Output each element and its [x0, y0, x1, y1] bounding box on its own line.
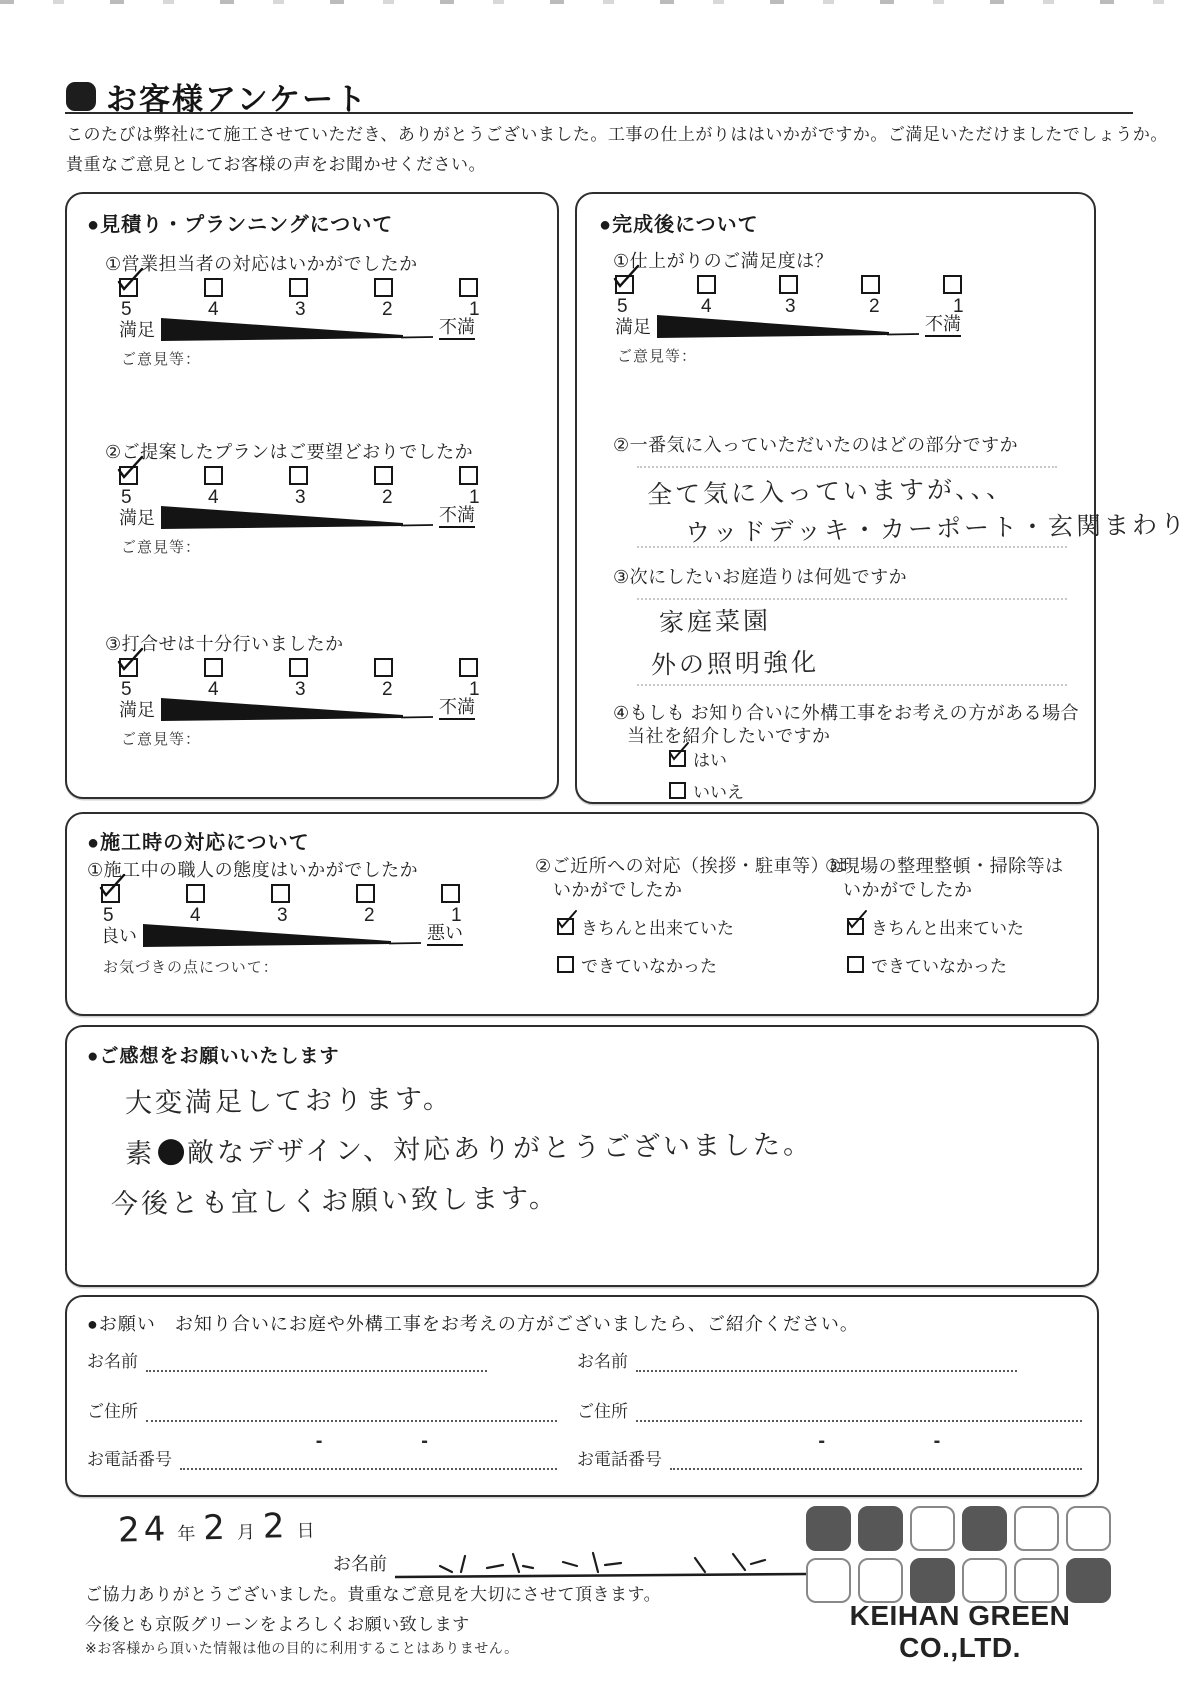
phone-dash: -	[421, 1430, 428, 1452]
question-label: ③現場の整理整頓・掃除等は	[825, 856, 1064, 876]
rating-checkbox-5-checked[interactable]	[119, 658, 138, 677]
scale-right-label: 不満	[439, 318, 475, 340]
comment-label[interactable]: ご意見等：	[121, 351, 202, 368]
completion-box	[575, 192, 1189, 804]
option-label: いいえ	[693, 783, 744, 802]
phone-field-label: お電話番号	[577, 1450, 662, 1469]
intro-line-2: 貴重なご意見としてお客様の声をお聞かせください。	[66, 155, 486, 174]
referral-phone-row	[87, 1430, 557, 1470]
rating-checkbox-2[interactable]	[356, 884, 375, 903]
address-field-label: ご住所	[87, 1402, 138, 1421]
rating-number: 3	[785, 296, 796, 317]
rating-checkbox-2[interactable]	[374, 466, 393, 485]
option-checkbox-checked[interactable]	[557, 918, 574, 935]
rating-number: 4	[208, 679, 219, 700]
feedback-box-title: ●ご感想をお願いいたします	[87, 1046, 340, 1067]
logo-square	[806, 1558, 851, 1603]
rating-number: 4	[208, 299, 219, 320]
construction-box-title: ●施工時の対応について	[87, 832, 310, 854]
question-label: ①施工中の職人の態度はいかがでしたか	[87, 860, 419, 880]
logo-square	[1014, 1506, 1059, 1551]
rating-checkbox-3[interactable]	[271, 884, 290, 903]
satisfaction-wedge	[161, 696, 433, 722]
logo-square	[1066, 1506, 1111, 1551]
comment-label[interactable]: ご意見等：	[617, 348, 698, 365]
footer-thanks-2: 今後とも京阪グリーンをよろしくお願い致します	[85, 1615, 470, 1634]
comment-label[interactable]: お気づきの点について：	[103, 959, 279, 976]
scale-left-label: 良い	[101, 926, 137, 946]
handwritten-answer: ウッドデッキ・カーポート・玄関まわり	[684, 509, 1189, 548]
scale-right-label: 不満	[439, 698, 475, 720]
rating-number: 5	[617, 296, 628, 317]
logo-square	[806, 1506, 851, 1551]
signature-name-label: お名前	[333, 1554, 387, 1574]
logo-square	[910, 1558, 955, 1603]
referral-address-row	[87, 1397, 557, 1422]
redaction-mark	[158, 1139, 184, 1165]
rating-checkbox-1[interactable]	[459, 466, 478, 485]
rating-number: 1	[953, 296, 964, 317]
planning-box	[65, 192, 559, 799]
rating-checkbox-2[interactable]	[374, 658, 393, 677]
rating-checkbox-4[interactable]	[204, 278, 223, 297]
question-label: ②ご提案したプランはご要望どおりでしたか	[105, 442, 474, 462]
title-square-icon	[66, 82, 96, 111]
rating-number: 5	[121, 487, 132, 508]
footer-privacy-note: ※お客様から頂いた情報は他の目的に利用することはありません。	[85, 1640, 519, 1656]
logo-square	[858, 1506, 903, 1551]
question-label: いかがでしたか	[553, 880, 683, 900]
rating-checkbox-4[interactable]	[204, 466, 223, 485]
question-label: ④もしも お知り合いに外構工事をお考えの方がある場合	[613, 703, 1080, 723]
name-field-line[interactable]	[636, 1348, 1017, 1372]
feedback-text: 素	[124, 1138, 156, 1170]
comment-label[interactable]: ご意見等：	[121, 539, 202, 556]
satisfaction-wedge	[161, 316, 433, 342]
rating-number: 4	[701, 296, 712, 317]
company-name: KEIHAN GREEN CO.,LTD.	[849, 1600, 1071, 1663]
name-field-line[interactable]	[146, 1348, 487, 1372]
rating-number: 2	[869, 296, 880, 317]
date-month-suffix: 月	[236, 1521, 256, 1543]
page-title: お客様アンケート	[106, 82, 369, 117]
question-label: ②ご近所への対応（挨拶・駐車等）は	[535, 856, 848, 876]
rating-checkbox-1[interactable]	[943, 275, 962, 294]
rating-number: 2	[382, 299, 393, 320]
option-done-properly[interactable]	[557, 914, 734, 939]
phone-field-label: お電話番号	[87, 1450, 172, 1469]
intro-line-1: このたびは弊社にて施工させていただき、ありがとうございました。工事の仕上がりははいかがですか。ご満足いただけましたでしょうか。	[66, 125, 1168, 144]
handwritten-feedback-line: 大変満足しております。	[124, 1083, 454, 1120]
option-yes[interactable]	[669, 746, 727, 771]
scale-left-label: 満足	[119, 320, 155, 340]
handwritten-feedback-line	[125, 1122, 813, 1171]
handwritten-answer: 外の照明強化	[650, 647, 820, 680]
question-label: ③打合せは十分行いましたか	[105, 634, 344, 654]
rating-number: 5	[121, 679, 132, 700]
option-checkbox[interactable]	[847, 956, 864, 973]
option-label: きちんと出来ていた	[581, 919, 734, 938]
referral-address-row	[577, 1397, 1082, 1422]
phone-field-line[interactable]	[670, 1430, 1082, 1470]
name-field-label: お名前	[577, 1352, 628, 1371]
answer-rule[interactable]	[637, 598, 1067, 600]
referral-box	[65, 1295, 1099, 1497]
rating-checkbox-5-checked[interactable]	[615, 275, 634, 294]
rating-number: 3	[295, 487, 306, 508]
rating-checkbox-1[interactable]	[459, 658, 478, 677]
scale-left-label: 満足	[615, 317, 651, 337]
phone-dash: -	[933, 1430, 941, 1452]
phone-dash: -	[818, 1430, 825, 1452]
option-checkbox-checked[interactable]	[847, 918, 864, 935]
handwritten-answer: 家庭菜園	[658, 606, 772, 637]
rating-number: 3	[277, 905, 288, 926]
rating-number: 2	[382, 679, 393, 700]
completion-box-title: ●完成後について	[599, 214, 759, 236]
option-label: きちんと出来ていた	[871, 919, 1024, 938]
question-label: 当社を紹介したいですか	[627, 726, 831, 746]
rating-checkbox-5-checked[interactable]	[119, 466, 138, 485]
rating-number: 3	[295, 679, 306, 700]
logo-square	[1066, 1558, 1111, 1603]
satisfaction-wedge	[161, 504, 433, 530]
name-field-label: お名前	[87, 1352, 138, 1371]
option-no[interactable]	[669, 778, 744, 803]
rating-number: 4	[190, 905, 201, 926]
option-label: はい	[693, 751, 727, 770]
satisfaction-wedge	[143, 922, 421, 948]
referral-name-row	[87, 1347, 487, 1372]
question-label: ②一番気に入っていただいたのはどの部分ですか	[613, 435, 1019, 455]
logo-square	[1014, 1558, 1059, 1603]
yes-checkbox-checked[interactable]	[669, 750, 686, 767]
logo-square	[910, 1506, 955, 1551]
scale-right-label: 悪い	[427, 924, 463, 946]
satisfaction-wedge	[657, 313, 919, 339]
answer-rule[interactable]	[637, 684, 1067, 686]
referral-phone-row	[577, 1430, 1082, 1470]
rating-number: 2	[364, 905, 375, 926]
option-not-done[interactable]	[557, 952, 717, 977]
rating-checkbox-2[interactable]	[861, 275, 880, 294]
feedback-box	[65, 1025, 1099, 1287]
phone-field-line[interactable]	[180, 1430, 557, 1470]
rating-number: 3	[295, 299, 306, 320]
scale-left-label: 満足	[119, 700, 155, 720]
rating-checkbox-1[interactable]	[459, 278, 478, 297]
rating-number: 2	[382, 487, 393, 508]
date-year-suffix: 年	[177, 1523, 196, 1545]
logo-square	[962, 1506, 1007, 1551]
date-day-suffix: 日	[296, 1520, 315, 1541]
scale-left-label: 満足	[119, 508, 155, 528]
date-year: 24	[117, 1509, 170, 1551]
signature-scribble[interactable]	[395, 1550, 807, 1582]
handwritten-answer: 全て気に入っていますが、、、	[646, 473, 1015, 510]
question-label: いかがでしたか	[843, 880, 973, 900]
option-label: できていなかった	[871, 957, 1007, 976]
logo-square	[962, 1558, 1007, 1603]
option-label: できていなかった	[581, 957, 717, 976]
question-label: ①仕上がりのご満足度は？	[613, 251, 834, 271]
rating-checkbox-1[interactable]	[441, 884, 460, 903]
rating-checkbox-4[interactable]	[697, 275, 716, 294]
keihan-green-logo	[806, 1506, 1111, 1603]
question-label: ③次にしたいお庭造りは何処ですか	[613, 567, 908, 587]
title-underline	[65, 112, 1133, 114]
rating-number: 1	[469, 299, 480, 320]
rating-number: 1	[469, 487, 480, 508]
footer-thanks-1: ご協力ありがとうございました。貴重なご意見を大切にさせて頂きます。	[85, 1585, 662, 1604]
option-done-properly[interactable]	[847, 914, 1024, 939]
handwritten-feedback-line: 今後とも宜しくお願い致します。	[110, 1182, 560, 1221]
rating-number: 1	[451, 905, 462, 926]
scan-noise	[0, 0, 1200, 4]
rating-checkbox-2[interactable]	[374, 278, 393, 297]
logo-square	[858, 1558, 903, 1603]
rating-checkbox-5-checked[interactable]	[101, 884, 120, 903]
scale-right-label: 不満	[439, 506, 475, 528]
rating-number: 5	[121, 299, 132, 320]
handwritten-date	[118, 1505, 316, 1550]
rating-checkbox-3[interactable]	[289, 278, 308, 297]
date-month: 2	[202, 1507, 230, 1549]
rating-number: 1	[469, 679, 480, 700]
rating-number: 4	[208, 487, 219, 508]
question-label: ①営業担当者の対応はいかがでしたか	[105, 254, 418, 274]
address-field-line[interactable]	[636, 1398, 1082, 1422]
rating-number: 5	[103, 905, 114, 926]
option-not-done[interactable]	[847, 952, 1007, 977]
feedback-text: 敵なデザイン、対応ありがとうございました。	[186, 1129, 814, 1169]
scale-right-label: 不満	[925, 315, 961, 337]
no-checkbox[interactable]	[669, 782, 686, 799]
phone-dash: -	[315, 1430, 323, 1452]
rating-checkbox-4[interactable]	[204, 658, 223, 677]
address-field-line[interactable]	[146, 1398, 557, 1422]
date-day: 2	[262, 1506, 290, 1547]
answer-rule[interactable]	[637, 466, 1057, 468]
referral-name-row	[577, 1347, 1017, 1372]
address-field-label: ご住所	[577, 1402, 628, 1421]
comment-label[interactable]: ご意見等：	[121, 731, 202, 748]
rating-checkbox-3[interactable]	[779, 275, 798, 294]
rating-checkbox-3[interactable]	[289, 658, 308, 677]
construction-box	[65, 812, 1099, 1016]
referral-box-title: ●お願い お知り合いにお庭や外構工事をお考えの方がございましたら、ご紹介ください。	[87, 1314, 859, 1334]
option-checkbox[interactable]	[557, 956, 574, 973]
rating-checkbox-4[interactable]	[186, 884, 205, 903]
planning-box-title: ●見積り・プランニングについて	[87, 214, 394, 236]
rating-checkbox-3[interactable]	[289, 466, 308, 485]
rating-checkbox-5-checked[interactable]	[119, 278, 138, 297]
